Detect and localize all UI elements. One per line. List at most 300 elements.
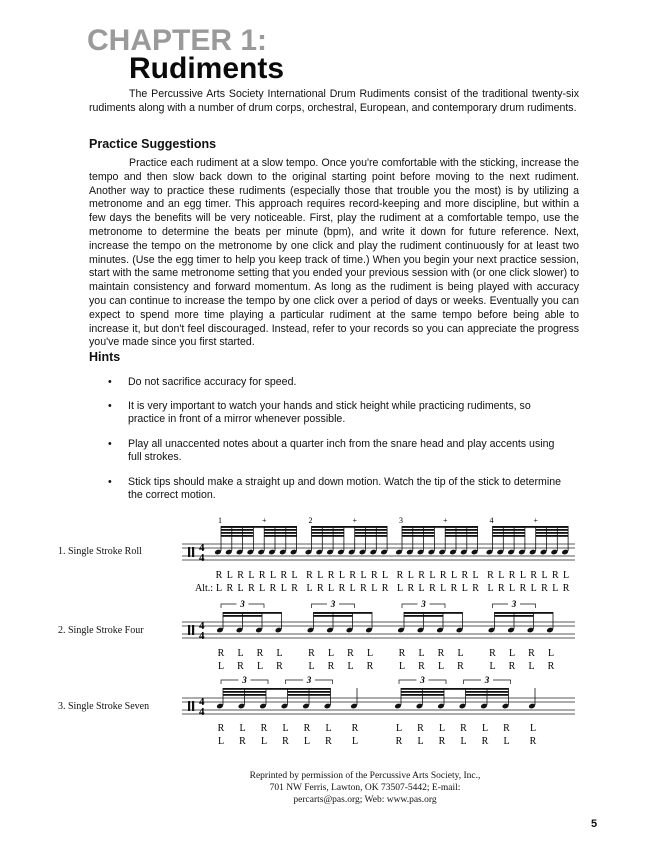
beam (221, 526, 253, 528)
beam (312, 535, 344, 537)
alt-sticking-letter: R (338, 583, 346, 594)
beam (312, 532, 344, 534)
notehead (456, 627, 464, 634)
beam (404, 615, 443, 617)
notehead (247, 549, 255, 556)
practice-paragraph (89, 157, 579, 350)
alt-sticking-letter: R (276, 661, 283, 672)
sticking-letter: L (508, 648, 516, 659)
notehead (518, 549, 526, 556)
beam (445, 529, 477, 531)
rudiment-name: 1. Single Stroke Roll (58, 546, 142, 557)
alt-sticking-letter: R (366, 661, 374, 672)
sticking-letter: L (438, 723, 446, 734)
sticking-letter: L (237, 648, 244, 659)
notehead (406, 549, 414, 556)
beam (445, 532, 477, 534)
notehead (275, 627, 283, 634)
beam (536, 535, 568, 537)
sticking-letter: R (503, 723, 510, 734)
alt-sticking-letter: L (418, 583, 425, 594)
tuplet-bracket (286, 680, 333, 684)
alt-sticking-letter: L (237, 583, 244, 594)
alt-sticking-letter: L (215, 583, 223, 594)
alt-sticking-letter: L (461, 583, 468, 594)
percussion-clef-icon (188, 625, 190, 635)
count-label: 3 (399, 516, 403, 525)
sticking-letter: L (291, 570, 298, 581)
alt-sticking-letter: L (503, 736, 510, 747)
alt-sticking-letter: R (395, 736, 403, 747)
time-signature-top: 4 (199, 542, 205, 554)
notehead (486, 549, 494, 556)
alt-sticking-letter: L (217, 661, 225, 672)
notehead (471, 549, 479, 556)
notehead (394, 703, 402, 710)
notehead (459, 703, 467, 710)
alt-sticking-letter: L (371, 583, 378, 594)
beam (288, 691, 331, 693)
alt-sticking-letter: R (407, 583, 415, 594)
beam (493, 526, 569, 528)
beam (536, 532, 568, 534)
beam (401, 688, 509, 690)
beam (404, 612, 463, 614)
notehead (346, 627, 354, 634)
alt-label: Alt.: (194, 583, 213, 594)
alt-sticking-letter: R (239, 736, 246, 747)
beam (221, 529, 253, 531)
alt-sticking-letter: R (481, 736, 489, 747)
hint-item (108, 400, 578, 427)
notehead (348, 549, 356, 556)
beam (495, 615, 534, 617)
notehead (428, 549, 436, 556)
sticking-letter: R (528, 648, 535, 659)
sticking-letter: R (487, 570, 494, 581)
beam (288, 694, 331, 696)
sticking-letter: L (325, 723, 332, 734)
notehead (529, 549, 537, 556)
notehead (551, 549, 559, 556)
beam (493, 529, 525, 531)
credit-line: percarts@pas.org; Web: www.pas.org (293, 795, 437, 805)
sticking-letter: R (217, 723, 225, 734)
notehead (527, 627, 535, 634)
notehead (305, 549, 313, 556)
sticking-letter: R (308, 648, 315, 659)
credit-notice (230, 770, 500, 806)
beam (312, 526, 344, 528)
intro-paragraph (89, 88, 579, 116)
tuplet-number: 3 (242, 675, 247, 685)
sticking-letter: R (370, 570, 378, 581)
alt-sticking-letter: R (327, 661, 335, 672)
beam (493, 532, 525, 534)
beam (495, 612, 534, 614)
tuplet-number: 3 (240, 599, 245, 609)
alt-sticking-letter: R (519, 583, 527, 594)
sticking-letter: L (547, 648, 555, 659)
beam (495, 612, 554, 614)
notehead (507, 549, 515, 556)
alt-sticking-letter: L (280, 583, 287, 594)
sticking-letter: L (239, 723, 246, 734)
bullet-icon: • (108, 376, 112, 388)
count-label: + (533, 516, 538, 525)
beam (355, 532, 387, 534)
notehead (238, 703, 246, 710)
notehead (255, 627, 263, 634)
sticking-letter: R (398, 648, 406, 659)
alt-sticking-letter: L (530, 583, 537, 594)
notehead (316, 549, 324, 556)
time-signature-top: 4 (199, 696, 205, 708)
hint-text: Do not sacrifice accuracy for speed. (128, 376, 297, 388)
percussion-clef-icon (188, 547, 190, 557)
sticking-letter: L (429, 570, 436, 581)
beam (445, 535, 477, 537)
sticking-letter: R (437, 648, 445, 659)
beam (223, 694, 266, 696)
beam (264, 535, 296, 537)
alt-sticking-letter: L (351, 736, 359, 747)
beam (402, 532, 434, 534)
chapter-label: CHAPTER 1: (87, 24, 268, 57)
notehead (307, 627, 315, 634)
sticking-letter: L (338, 570, 345, 581)
notehead (359, 549, 367, 556)
alt-sticking-letter: L (217, 736, 225, 747)
notehead (528, 703, 536, 710)
sticking-letter: L (457, 648, 464, 659)
sticking-letter: L (498, 570, 505, 581)
sticking-letter: R (303, 723, 311, 734)
beam (466, 694, 509, 696)
sticking-letter: L (226, 570, 233, 581)
alt-sticking-letter: L (440, 583, 447, 594)
sticking-letter: R (217, 648, 225, 659)
notehead (497, 549, 505, 556)
alt-sticking-letter: L (437, 661, 445, 672)
alt-sticking-letter: R (282, 736, 289, 747)
beam (401, 694, 444, 696)
alt-sticking-letter: R (316, 583, 324, 594)
sticking-letter: R (508, 570, 516, 581)
sticking-letter: R (256, 648, 264, 659)
alt-sticking-letter: R (450, 583, 458, 594)
notehead (281, 703, 289, 710)
beam (223, 688, 331, 690)
beam (402, 535, 434, 537)
beam (445, 526, 477, 528)
alt-sticking-letter: R (381, 583, 389, 594)
notehead (437, 703, 445, 710)
alt-sticking-letter: R (291, 583, 298, 594)
hint-item (108, 476, 578, 503)
bullet-icon: • (108, 438, 112, 450)
beam (264, 529, 296, 531)
notehead (449, 549, 457, 556)
tuplet-bracket (221, 604, 264, 608)
beam (355, 529, 387, 531)
intro-text: The Percussive Arts Society International Drum Rudiments consist of the traditional twenty-six rudiments along with a number of drum corps, orchestral, European, and contemporary drum rudiments. (89, 88, 579, 114)
alt-sticking-letter: R (325, 736, 332, 747)
beam (264, 526, 296, 528)
sticking-letter: L (418, 648, 425, 659)
beam (314, 612, 353, 614)
count-label: + (442, 516, 448, 525)
tuplet-number: 3 (420, 675, 425, 685)
notehead (507, 627, 515, 634)
practice-heading: Practice Suggestions (89, 137, 217, 151)
sticking-letter: L (395, 723, 403, 734)
alt-sticking-letter: L (347, 661, 354, 672)
beam (402, 526, 478, 528)
tuplet-bracket (402, 604, 445, 608)
sticking-letter: L (529, 723, 537, 734)
time-signature-bottom: 4 (199, 706, 205, 718)
alt-sticking-letter: L (460, 736, 467, 747)
sticking-letter: R (237, 570, 244, 581)
alt-sticking-letter: L (417, 736, 424, 747)
alt-sticking-letter: R (429, 583, 436, 594)
tuplet-bracket (493, 604, 536, 608)
time-signature-bottom: 4 (199, 630, 205, 642)
notehead (236, 549, 244, 556)
beam (404, 612, 443, 614)
sticking-letter: L (317, 570, 324, 581)
rudiment-name: 2. Single Stroke Four (58, 625, 144, 636)
sticking-letter: R (258, 570, 266, 581)
sticking-letter: R (439, 570, 447, 581)
alt-sticking-letter: R (457, 661, 464, 672)
sticking-letter: R (347, 648, 354, 659)
alt-sticking-letter: L (306, 583, 313, 594)
sticking-letter: R (260, 723, 268, 734)
notehead (350, 703, 358, 710)
count-label: 4 (489, 516, 494, 525)
tuplet-bracket (312, 604, 355, 608)
sticking-letter: R (418, 570, 425, 581)
count-label: 1 (218, 516, 222, 525)
notehead (561, 549, 569, 556)
sticking-letter: L (519, 570, 526, 581)
beam (536, 529, 568, 531)
alt-sticking-letter: L (259, 583, 266, 594)
beam (221, 535, 253, 537)
notehead (436, 627, 444, 634)
percussion-clef-icon (192, 547, 194, 557)
notehead (268, 549, 276, 556)
alt-sticking-letter: R (497, 583, 505, 594)
alt-sticking-letter: L (487, 583, 494, 594)
sticking-letter: L (450, 570, 458, 581)
sticking-letter: L (366, 648, 374, 659)
hint-text: It is very important to watch your hands and stick height while practicing rudiments, so practice in front of a mirror whenever possible. (128, 400, 531, 426)
notehead (395, 549, 403, 556)
sticking-letter: L (248, 570, 255, 581)
alt-sticking-letter: R (237, 661, 244, 672)
beam (221, 526, 297, 528)
sticking-letter: L (282, 723, 289, 734)
sticking-letter: L (563, 570, 570, 581)
sticking-letter: L (541, 570, 548, 581)
notehead (460, 549, 468, 556)
tuplet-number: 3 (484, 675, 490, 685)
alt-sticking-letter: R (418, 661, 425, 672)
percussion-clef-icon (188, 701, 190, 711)
sticking-letter: R (460, 723, 467, 734)
chapter-title: Rudiments (129, 52, 285, 85)
alt-sticking-letter: L (260, 736, 268, 747)
notehead (236, 627, 244, 634)
credit-line: 701 NW Ferris, Lawton, OK 73507-5442; E-mail: (269, 783, 461, 793)
beam (223, 612, 282, 614)
beam (312, 526, 388, 528)
beam (355, 535, 387, 537)
notehead (259, 703, 267, 710)
sticking-letter: L (360, 570, 367, 581)
notehead (290, 549, 298, 556)
hint-item (108, 376, 578, 389)
notehead (324, 703, 332, 710)
tuplet-number: 3 (306, 675, 312, 685)
notehead (397, 627, 405, 634)
notehead (257, 549, 265, 556)
sticking-letter: L (472, 570, 479, 581)
notehead (216, 627, 224, 634)
notehead (326, 627, 334, 634)
alt-sticking-letter: R (269, 583, 277, 594)
notehead (279, 549, 287, 556)
notehead (417, 627, 425, 634)
alt-sticking-letter: R (562, 583, 570, 594)
beam (223, 691, 266, 693)
sticking-letter: L (382, 570, 389, 581)
sticking-letter: R (351, 723, 359, 734)
sticking-letter: R (551, 570, 559, 581)
notehead (540, 549, 548, 556)
alt-sticking-letter: L (256, 661, 264, 672)
sticking-letter: R (396, 570, 404, 581)
rudiment-name: 3. Single Stroke Seven (58, 701, 150, 712)
page-number: 5 (591, 818, 598, 830)
notehead (380, 549, 388, 556)
percussion-clef-icon (192, 701, 194, 711)
count-label: + (261, 516, 267, 525)
alt-sticking-letter: L (328, 583, 335, 594)
alt-sticking-letter: R (226, 583, 234, 594)
alt-sticking-letter: R (508, 661, 516, 672)
notehead (417, 549, 425, 556)
sticking-letter: R (280, 570, 288, 581)
notehead (502, 703, 510, 710)
tuplet-bracket (399, 680, 446, 684)
alt-sticking-letter: L (528, 661, 535, 672)
sticking-letter: R (461, 570, 469, 581)
notehead (337, 549, 345, 556)
hints-heading: Hints (89, 350, 121, 364)
notehead (225, 549, 233, 556)
notehead (438, 549, 446, 556)
alt-sticking-letter: L (303, 736, 311, 747)
percussion-clef-icon (192, 625, 194, 635)
alt-sticking-letter: L (489, 661, 496, 672)
beam (402, 526, 434, 528)
beam (221, 532, 253, 534)
time-signature-top: 4 (199, 620, 205, 632)
beam (402, 529, 434, 531)
beam (264, 532, 296, 534)
beam (355, 526, 387, 528)
beam (314, 612, 373, 614)
beam (312, 529, 344, 531)
notehead (326, 549, 334, 556)
beam (466, 691, 509, 693)
credit-line: Reprinted by permission of the Percussive Arts Society, Inc., (249, 771, 481, 781)
alt-sticking-letter: R (360, 583, 367, 594)
beam (223, 612, 262, 614)
beam (314, 615, 353, 617)
sticking-letter: L (481, 723, 489, 734)
notehead (216, 703, 224, 710)
tuplet-number: 3 (330, 599, 336, 609)
hint-item (108, 438, 578, 465)
count-label: + (352, 516, 357, 525)
bullet-icon: • (108, 400, 112, 412)
alt-sticking-letter: R (529, 736, 537, 747)
hint-text: Stick tips should make a straight up and down motion. Watch the tip of the stick to determine the correct motion. (128, 476, 561, 502)
notehead (302, 703, 310, 710)
sticking-letter: R (417, 723, 424, 734)
alt-sticking-letter: L (398, 661, 406, 672)
notehead (546, 627, 554, 634)
tuplet-number: 3 (511, 599, 517, 609)
sticking-letter: L (276, 648, 283, 659)
sticking-letter: R (530, 570, 538, 581)
tuplet-number: 3 (421, 599, 426, 609)
sticking-letter: L (407, 570, 414, 581)
beam (493, 526, 525, 528)
sticking-letter: L (269, 570, 277, 581)
alt-sticking-letter: L (349, 583, 356, 594)
notehead (488, 627, 496, 634)
tuplet-bracket (464, 680, 511, 684)
sticking-letter: R (215, 570, 223, 581)
notehead (365, 627, 373, 634)
sticking-letter: R (349, 570, 357, 581)
bullet-icon: • (108, 476, 112, 488)
beam (493, 535, 525, 537)
notehead (416, 703, 424, 710)
beam (536, 526, 568, 528)
alt-sticking-letter: L (552, 583, 559, 594)
sticking-letter: R (489, 648, 496, 659)
notehead (370, 549, 378, 556)
sticking-letter: R (327, 570, 335, 581)
alt-sticking-letter: R (438, 736, 446, 747)
tuplet-bracket (221, 680, 268, 684)
hint-text: Play all unaccented notes about a quarter inch from the snare head and play accents using full strokes. (128, 438, 555, 464)
count-label: 2 (308, 516, 313, 525)
alt-sticking-letter: R (472, 583, 479, 594)
beam (401, 691, 444, 693)
notehead (480, 703, 488, 710)
practice-text: Practice each rudiment at a slow tempo. Once you're comfortable with the sticking, increase the tempo and then slow back down to the original starting point before moving to the next rudiment. Another way to practice these rudiments (especially those that trouble you the most) is by utilizing a metronome and an egg timer. This approach requires record-keeping and more discipline, but within a few days the benefits will be very noticeable. First, play the rudiment at a comfortable tempo, use the metronome to determine the beats per minute (bpm), and write it down for future reference. Next, increase the tempo on the metronome by one click and play the rudiment continuously for at least two minutes. (Use the egg timer to help you keep track of time.) When you begin your next practice session, start with the same metronome setting that you ended your previous session with (or one click slower) to maintain consistency and forward momentum. As long as the rudiment is being played with accuracy you can continue to increase the tempo by one click over a period of days or weeks. Eventually you can expect to spend more time playing a particular rudiment at the same tempo before being able to increase it, but don't feel discouraged. Instead, refer to your records so you can appreciate the progress you've made since you first started. (89, 157, 579, 349)
alt-sticking-letter: L (308, 661, 315, 672)
alt-sticking-letter: R (547, 661, 555, 672)
